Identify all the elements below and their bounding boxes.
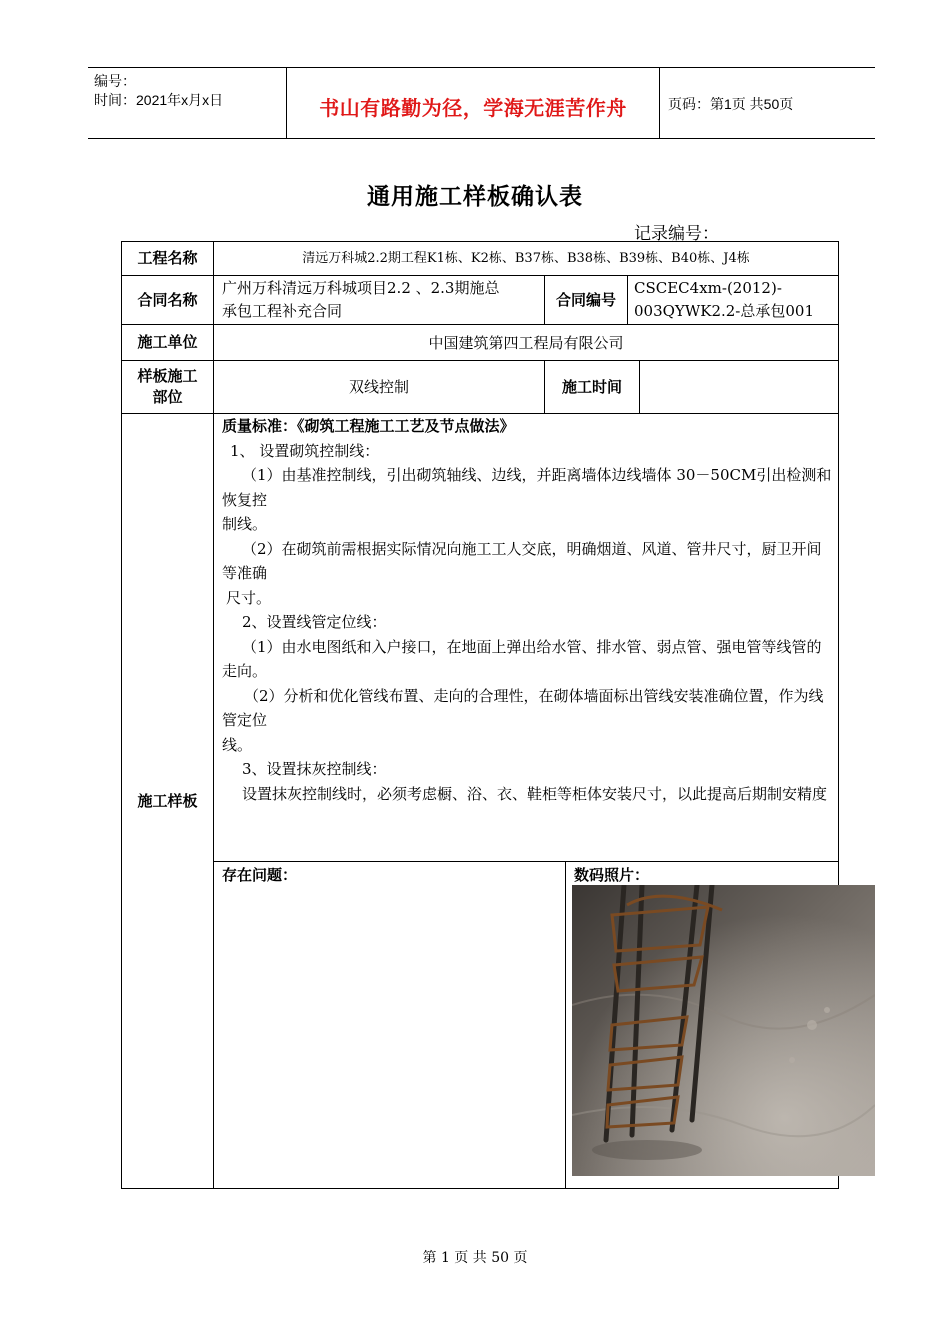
sample-part-label <box>122 361 213 413</box>
item-3-text: 设置抹灰控制线时，必须考虑橱、浴、衣、鞋柜等柜体安装尺寸，以此提高后期制安精度 <box>242 784 828 803</box>
item-2-1-text: （1）由水电图纸和入户接口，在地面上弹出给水管、排水管、弱点管、强电管等线管的走向。 <box>222 637 822 680</box>
document-number-label: 编号： <box>94 73 136 89</box>
construction-unit-label: 施工单位 <box>137 334 198 351</box>
item-1-2-text: （2）在砌筑前需根据实际情况向施工工人交底，明确烟道、风道、管井尺寸，厨卫开间等准确 <box>222 539 822 582</box>
rebar-photo <box>572 885 875 1176</box>
project-name-value: 清远万科城2.2期工程K1栋、K2栋、B37栋、B38栋、B39栋、B40栋、J4栋 <box>302 250 750 266</box>
construction-sample-label: 施工样板 <box>137 792 198 810</box>
document-time-label: 时间：2021年x月x日 <box>94 92 224 108</box>
contract-name-label: 合同名称 <box>137 291 198 309</box>
contract-name-line-2: 承包工程补充合同 <box>222 302 343 320</box>
construction-time-value <box>640 361 838 413</box>
contract-number-line-1: CSCEC4xm-(2012)- <box>634 279 782 297</box>
page-title: 通用施工样板确认表 <box>367 183 583 209</box>
record-number-label: 记录编号： <box>634 224 719 244</box>
contract-name-value <box>222 277 542 323</box>
item-1-heading: 1、 设置砌筑控制线： <box>230 441 380 460</box>
item-1-1-text: （1）由基准控制线，引出砌筑轴线、边线，并距离墙体边线墙体 30－50CM引出检测和恢复控 <box>222 466 832 509</box>
contract-number-label: 合同编号 <box>555 291 616 309</box>
sample-part-label-line-1: 样板施工 <box>137 368 198 385</box>
quality-standard: 质量标准：《砌筑工程施工工艺及节点做法》 <box>222 417 515 435</box>
document-header <box>88 67 875 139</box>
construction-time-label: 施工时间 <box>561 378 622 396</box>
sample-description <box>222 414 834 806</box>
item-2-2-text: （2）分析和优化管线布置、走向的合理性，在砌体墙面标出管线安装准确位置，作为线管定位 <box>222 686 824 729</box>
motto-text: 书山有路勤为径，学海无涯苦作舟 <box>319 98 627 120</box>
page-info: 页码：第1页 共50页 <box>668 96 794 112</box>
contract-name-line-1: 广州万科清远万科城项目2.2 、2.3期施总 <box>222 279 500 297</box>
page-footer: 第 1 页 共 50 页 <box>422 1250 528 1266</box>
contract-number-line-2: 003QYWK2.2-总承包001 <box>634 302 815 320</box>
item-3-heading: 3、设置抹灰控制线： <box>242 760 387 778</box>
photo-label: 数码照片： <box>574 867 650 884</box>
header-page-cell <box>659 68 875 138</box>
header-motto-cell <box>286 68 660 138</box>
sample-part-value: 双线控制 <box>348 378 409 396</box>
construction-unit-value: 中国建筑第四工程局有限公司 <box>428 333 624 352</box>
contract-number-value <box>634 277 834 323</box>
item-2-2-cont: 线。 <box>222 735 253 754</box>
sample-part-label-line-2: 部位 <box>152 389 183 406</box>
issues-label: 存在问题： <box>222 867 298 884</box>
item-2-heading: 2、设置线管定位线： <box>242 613 387 631</box>
item-1-2-cont: 尺寸。 <box>226 588 272 607</box>
header-meta-cell <box>88 68 286 138</box>
project-name-label: 工程名称 <box>137 250 198 267</box>
item-1-1-cont: 制线。 <box>222 515 268 533</box>
